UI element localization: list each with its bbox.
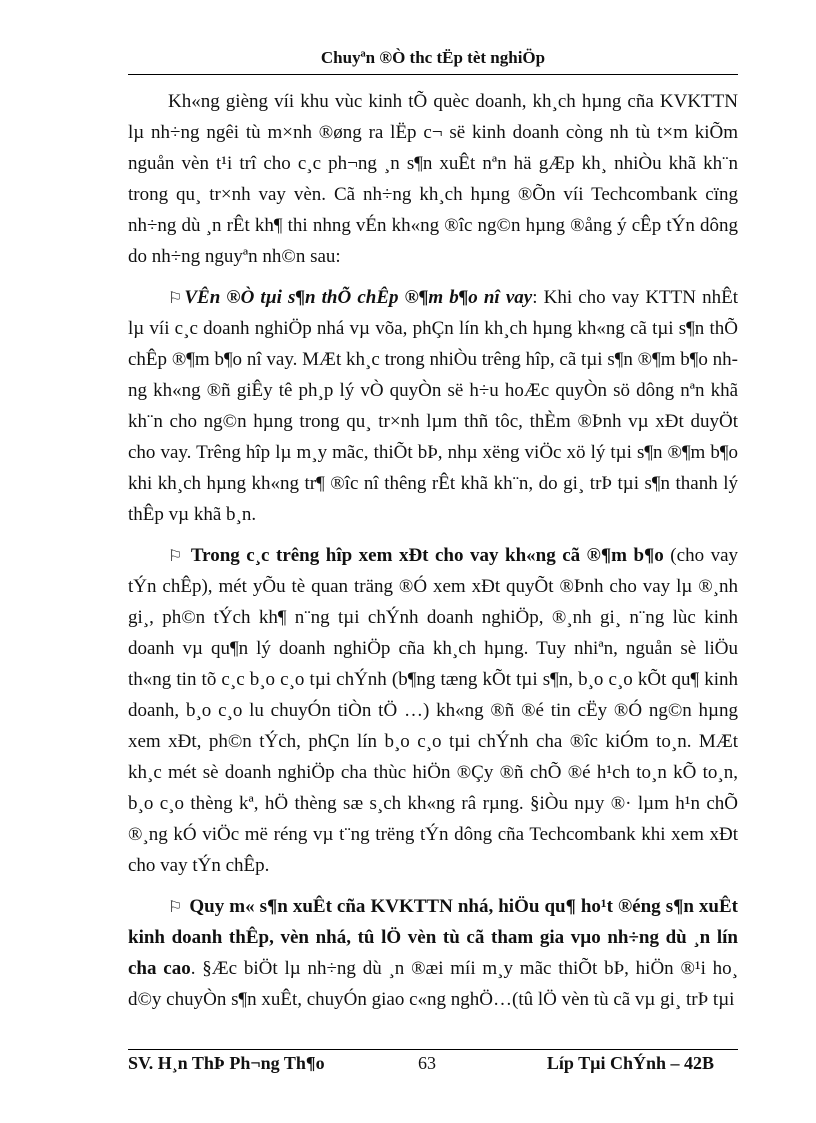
page-header-title: Chuyªn ®Ò thc tËp tèt nghiÖp [320, 48, 546, 67]
paragraph-collateral [128, 282, 738, 530]
flag-bullet-icon: ⚐ [168, 897, 183, 916]
footer-page-number: 63 [418, 1053, 436, 1073]
paragraph-unsecured [128, 540, 738, 881]
footer-author: SV. H¸n ThÞ Ph¬ng Th¶o [128, 1053, 325, 1073]
paragraph-unsecured-text: (cho vay tÝn chÊp), mét yÕu tè quan träng ®Ó xem xÐt quyÕt ®Þnh cho vay lµ ®¸nh gi¸, ph©n tÝch kh¶ n¨ng tµi chÝnh doanh nghiÖp, ®¸nh gi¸ n¨ng lùc kinh doanh vµ qu¶n lý doanh nghiÖp cña kh¸ch hµng. Tuy nhiªn, nguån sè liÖu th«ng tin tõ c¸c b¸o c¸o tµi chÝnh (b¶ng tæng kÕt tµi s¶n, b¸o c¸o kÕt qu¶ kinh doanh, b¸o c¸o lu chuyÓn tiÒn tÖ …) kh«ng ®ñ ®é tin cËy ®Ó ng©n hµng xem xÐt, ph©n tÝch, phÇn lín b¸o c¸o tµi chÝnh cha ®îc kiÓm to¸n. MÆt kh¸c mét sè doanh nghiÖp cha thùc hiÖn ®Çy ®ñ chÕ ®é h¹ch to¸n kÕ to¸n, b¸o c¸o thèng kª, hÖ thèng sæ s¸ch kh«ng râ rµng. §iÒu nµy ®· lµm h¹n chÕ ®¸ng kÓ viÖc më réng vµ t¨ng trëng tÝn dông cña Techcombank khi xem xÐt cho vay tÝn chÊp. [128, 545, 739, 876]
document-body [128, 86, 738, 1023]
header-divider [128, 74, 738, 75]
footer-class-name: Líp Tµi ChÝnh – 42B [546, 1053, 714, 1073]
paragraph-scale-text: . §Æc biÖt lµ nh÷ng dù ¸n ®æi míi m¸y mãc thiÕt bÞ, hiÖn ®¹i ho¸ d©y chuyÒn s¶n xuÊt, chuyÓn giao c«ng nghÖ…(tû lÖ vèn tù cã vµ gi¸ trÞ tµi [128, 958, 738, 1010]
page-footer [128, 1053, 738, 1081]
flag-bullet-icon: ⚐ [168, 288, 183, 307]
paragraph-intro-text: Kh«ng gièng víi khu vùc kinh tÕ quèc doanh, kh¸ch hµng cña KVKTTN lµ nh÷ng ngêi tù m×nh ®øng ra lËp c¬ së kinh doanh còng nh tù t×m kiÕm nguån vèn t¹i trî cho c¸c ph¬ng ¸n s¶n xuÊt nªn hä gÆp kh¸ nhiÒu khã kh¨n trong qu¸ tr×nh vay vèn. Cã nh÷ng kh¸ch hµng ®Õn víi Techcombank cïng nh÷ng dù ¸n rÊt kh¶ thi nhng vÉn kh«ng ®îc ng©n hµng ®ång ý cÊp tÝn dông do nh÷ng nguyªn nh©n sau: [128, 91, 738, 267]
paragraph-scale-heading: Quy m« s¶n xuÊt cña KVKTTN nhá, hiÖu qu¶ ho¹t ®éng s¶n xuÊt kinh doanh thÊp, vèn nhá, tû lÖ vèn tù cã tham gia vµo nh÷ng dù ¸n lín cha cao [128, 896, 738, 979]
footer-divider [128, 1049, 738, 1050]
paragraph-scale [128, 891, 738, 1015]
paragraph-unsecured-heading: Trong c¸c trêng hîp xem xÐt cho vay kh«ng cã ®¶m b¶o [190, 545, 664, 566]
paragraph-collateral-text: : Khi cho vay KTTN nhÊt lµ víi c¸c doanh nghiÖp nhá vµ võa, phÇn lín kh¸ch hµng kh«ng cã tµi s¶n thÕ chÊp ®¶m b¶o nî vay. MÆt kh¸c trong nhiÒu trêng hîp, cã tµi s¶n ®¶m b¶o nhng kh«ng ®ñ giÊy tê ph¸p lý vÒ quyÒn së h÷u hoÆc quyÒn sö dông nªn khã kh¨n cho ng©n hµng trong qu¸ tr×nh lµm thñ tôc, thÈm ®Þnh vµ xÐt duyÖt cho vay. Trêng hîp lµ m¸y mãc, thiÕt bÞ, nhµ xëng viÖc xö lý tµi s¶n ®¶m b¶o khi kh¸ch hµng kh«ng tr¶ ®îc nî thêng rÊt khã kh¨n, do gi¸ trÞ tµi s¶n thanh lý thÊp vµ khã b¸n. [128, 287, 738, 525]
paragraph-intro [128, 86, 738, 272]
paragraph-collateral-heading: VÊn ®Ò tµi s¶n thÕ chÊp ®¶m b¶o nî vay [184, 287, 533, 308]
flag-bullet-icon: ⚐ [168, 546, 183, 565]
